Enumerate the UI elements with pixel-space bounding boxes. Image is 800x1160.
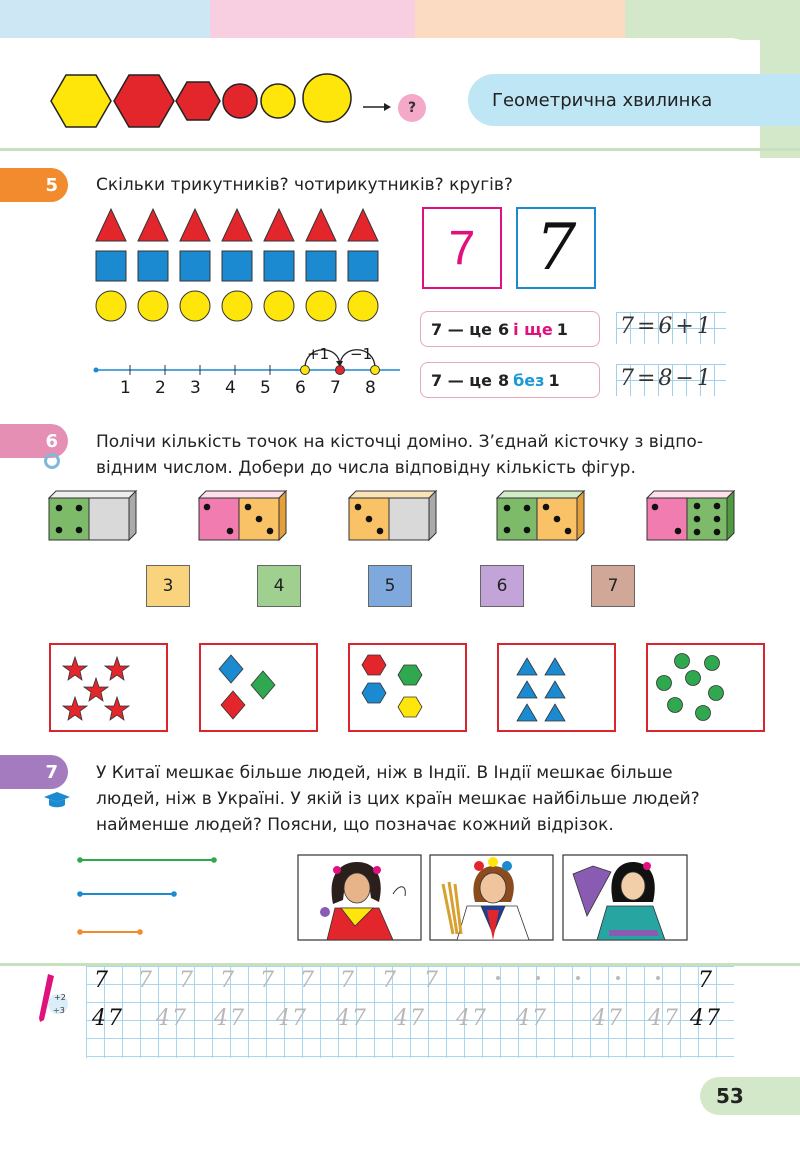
red-hexagon-small <box>176 82 220 120</box>
star <box>105 657 129 680</box>
yellow-hexagon <box>51 75 111 127</box>
task-7-text <box>96 760 700 838</box>
top-strip-blue <box>0 0 210 40</box>
triangle <box>222 209 252 241</box>
svg-text:+2: +2 <box>54 993 66 1002</box>
green-circle <box>696 706 711 721</box>
written-equation-1: 7=6+1 <box>620 314 714 339</box>
trace-digit: 7 <box>220 968 234 993</box>
blue-triangle <box>517 681 537 698</box>
green-circles-group <box>648 645 763 730</box>
header-divider <box>0 148 800 151</box>
task-7-number: 7 <box>45 761 58 783</box>
formula-pill-plus <box>420 311 600 347</box>
question-mark-badge <box>398 94 426 122</box>
triangles-group <box>499 645 614 730</box>
arc-plus-label: +1 <box>307 345 330 363</box>
blue-triangle <box>545 704 565 721</box>
arrow-head <box>384 103 391 111</box>
tick-label: 3 <box>190 378 201 398</box>
red-hexagon <box>362 655 386 675</box>
yellow-circle-small <box>261 84 295 118</box>
number-box-label: 6 <box>496 576 508 596</box>
triangles-row <box>96 209 378 241</box>
card-circles[interactable] <box>646 643 765 732</box>
trace-digit: 7 <box>340 968 354 993</box>
number-box-3[interactable] <box>146 565 190 607</box>
hexagons-group <box>350 645 465 730</box>
blue-triangle <box>545 681 565 698</box>
triangle <box>138 209 168 241</box>
red-hexagon-large <box>114 75 174 127</box>
topic-title: Геометрична хвилинка <box>492 89 713 111</box>
sample-number: 47 <box>92 1006 124 1031</box>
handwritten-digit: 7 <box>535 211 577 285</box>
triangle <box>180 209 210 241</box>
question-mark: ? <box>407 100 417 116</box>
blue-diamond <box>219 655 243 683</box>
number-box-label: 5 <box>384 576 396 596</box>
circle <box>222 291 252 321</box>
blue-triangle <box>517 704 537 721</box>
task-5-number: 5 <box>45 174 58 196</box>
number-box-label: 4 <box>273 576 285 596</box>
task-7-line-1: У Китаї мешкає більше людей, ніж в Індії. В Індії мешкає більше <box>96 763 673 783</box>
trace-number: 47 <box>516 1006 548 1031</box>
task-6-tab <box>0 424 68 458</box>
green-circle <box>709 686 724 701</box>
green-circle <box>657 676 672 691</box>
shape-sequence <box>48 70 438 132</box>
number-box-6[interactable] <box>480 565 524 607</box>
tick-label: 1 <box>120 378 131 398</box>
square <box>96 251 126 281</box>
square <box>138 251 168 281</box>
formula-pill-minus <box>420 362 600 398</box>
top-strip-peach <box>415 0 625 40</box>
star <box>63 657 87 680</box>
green-hexagon <box>398 665 422 685</box>
square <box>306 251 336 281</box>
india-girl-image <box>298 855 421 940</box>
number-box-7[interactable] <box>591 565 635 607</box>
pencil-icon <box>36 970 72 1026</box>
square <box>180 251 210 281</box>
task-5-tab <box>0 168 68 202</box>
domino-three-blank <box>349 491 436 540</box>
number-box-label: 3 <box>162 576 174 596</box>
trace-digit: 7 <box>382 968 396 993</box>
point-eight <box>371 366 380 375</box>
yellow-circle-large <box>303 74 351 122</box>
svg-text:÷3: ÷3 <box>53 1006 65 1015</box>
triangle <box>348 209 378 241</box>
task-6-number: 6 <box>45 430 58 452</box>
written-equation-2: 7=8−1 <box>620 366 714 391</box>
square <box>264 251 294 281</box>
china-girl-image <box>563 855 687 940</box>
trace-number: 47 <box>394 1006 426 1031</box>
blue-triangle <box>545 658 565 675</box>
trace-digit: 7 <box>138 968 152 993</box>
circle <box>180 291 210 321</box>
green-diamond <box>251 671 275 699</box>
formula-lead: 7 — це <box>431 370 492 390</box>
ukraine-girl-image <box>430 855 553 940</box>
green-circle <box>705 656 720 671</box>
squares-row <box>96 251 378 281</box>
trace-number: 47 <box>276 1006 308 1031</box>
written-equation-1-grid <box>616 312 726 344</box>
card-diamonds[interactable] <box>199 643 318 732</box>
arc-minus-label: −1 <box>350 345 373 363</box>
tick-label: 6 <box>295 378 306 398</box>
page-number: 53 <box>716 1084 744 1108</box>
point-seven <box>336 366 345 375</box>
tick-label: 4 <box>225 378 236 398</box>
tick-label: 5 <box>260 378 271 398</box>
trace-number: 47 <box>456 1006 488 1031</box>
circle <box>96 291 126 321</box>
magnifier-icon <box>44 453 60 469</box>
trace-number: 47 <box>336 1006 368 1031</box>
formula-num: 6 <box>497 319 510 339</box>
circle <box>348 291 378 321</box>
row-2-end-number: 47 <box>690 1006 722 1031</box>
formula-word: і ще <box>513 319 553 339</box>
task-5-question: Скільки трикутників? чотирикутників? кругів? <box>96 175 513 195</box>
row-1-end-digit: 7 <box>698 968 712 993</box>
stars-group <box>51 645 166 730</box>
star <box>63 697 87 720</box>
tick-label: 7 <box>330 378 341 398</box>
formula-tail: 1 <box>548 370 560 390</box>
circle <box>138 291 168 321</box>
circles-row <box>96 291 378 321</box>
formula-tail: 1 <box>556 319 568 339</box>
point-six <box>301 366 310 375</box>
blue-triangle <box>517 658 537 675</box>
green-circle <box>686 671 701 686</box>
formula-num: 8 <box>497 370 510 390</box>
numberline-labels <box>120 378 390 400</box>
printed-digit-card <box>422 207 502 289</box>
tick-label: 8 <box>365 378 376 398</box>
dominoes-row <box>44 490 764 546</box>
triangle <box>96 209 126 241</box>
circle <box>306 291 336 321</box>
card-triangles[interactable] <box>497 643 616 732</box>
blue-hexagon <box>362 683 386 703</box>
task-6-text <box>96 429 703 481</box>
page-number-tab <box>700 1077 800 1115</box>
trace-digit: 7 <box>260 968 274 993</box>
handwritten-digit-card <box>516 207 596 289</box>
card-hexagons[interactable] <box>348 643 467 732</box>
trace-number: 47 <box>214 1006 246 1031</box>
task-6-line-1: Полічи кількість точок на кісточці доміно. З’єднай кісточку з відпо- <box>96 432 703 452</box>
triangle <box>264 209 294 241</box>
square <box>348 251 378 281</box>
trace-number: 47 <box>648 1006 680 1031</box>
number-line-start-dot <box>94 368 99 373</box>
domino-four-three <box>497 491 584 540</box>
task-6-line-2: відним числом. Добери до числа відповідну кількість фігур. <box>96 458 636 478</box>
task-7-line-2: людей, ніж в Україні. У якій із цих країн мешкає найбільше людей? <box>96 789 700 809</box>
yellow-hexagon <box>398 697 422 717</box>
card-stars[interactable] <box>49 643 168 732</box>
domino-two-six <box>647 491 734 540</box>
number-box-label: 7 <box>607 576 619 596</box>
formula-lead: 7 — це <box>431 319 492 339</box>
trace-digit: 7 <box>424 968 438 993</box>
task-7-line-3: найменше людей? Поясни, що позначає кожний відрізок. <box>96 815 614 835</box>
written-equation-2-grid <box>616 364 726 396</box>
green-circle <box>668 698 683 713</box>
task-7-tab <box>0 755 68 789</box>
top-strip-pink <box>210 0 415 40</box>
practice-dots <box>496 976 696 982</box>
red-circle <box>223 84 257 118</box>
domino-two-three <box>199 491 286 540</box>
square <box>222 251 252 281</box>
trace-digit: 7 <box>179 968 193 993</box>
domino-four-blank <box>49 491 136 540</box>
star <box>105 697 129 720</box>
practice-grid <box>86 966 734 1058</box>
trace-number: 47 <box>156 1006 188 1031</box>
tick-label: 2 <box>155 378 166 398</box>
top-strip-green <box>625 0 800 40</box>
graduation-cap-icon <box>42 790 72 810</box>
star <box>84 678 108 701</box>
sample-digit: 7 <box>94 968 108 993</box>
country-illustrations <box>297 854 689 942</box>
red-diamond <box>221 691 245 719</box>
figures-grid <box>92 205 402 330</box>
circle <box>264 291 294 321</box>
trace-number: 47 <box>592 1006 624 1031</box>
green-circle <box>675 654 690 669</box>
formula-word: без <box>513 370 545 390</box>
printed-digit: 7 <box>448 221 476 275</box>
number-box-4[interactable] <box>257 565 301 607</box>
number-box-5[interactable] <box>368 565 412 607</box>
triangle <box>306 209 336 241</box>
topic-banner <box>468 74 800 126</box>
diamonds-group <box>201 645 316 730</box>
segments <box>76 852 226 942</box>
trace-digit: 7 <box>300 968 314 993</box>
